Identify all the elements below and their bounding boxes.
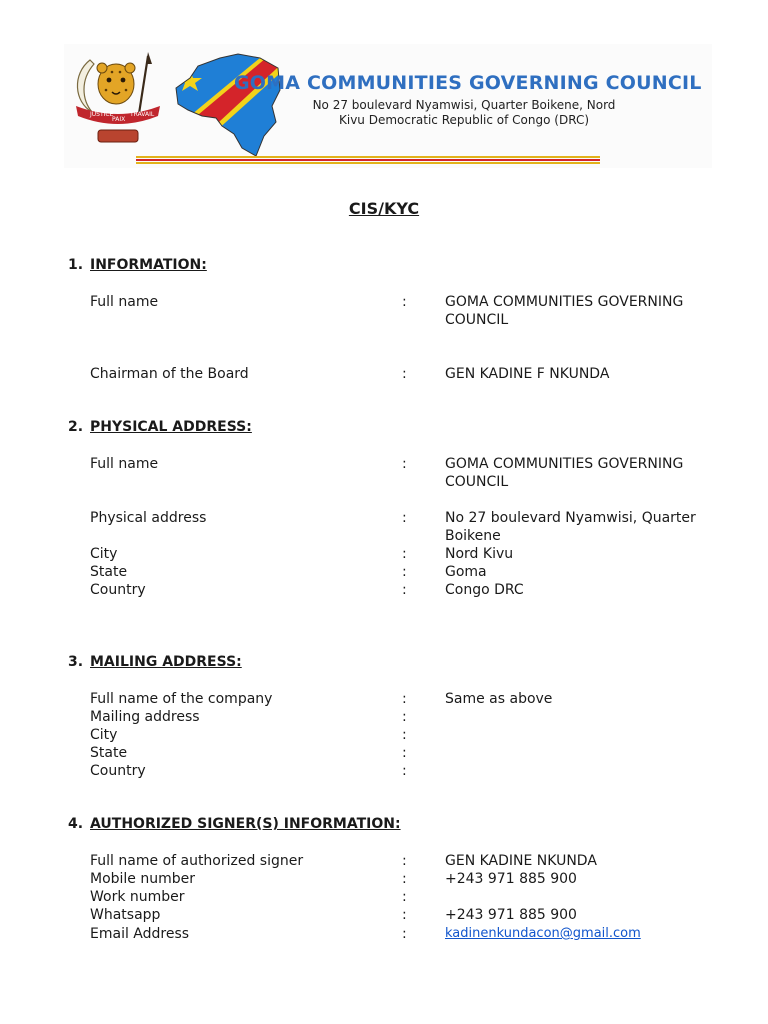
field-row-city (90, 545, 730, 563)
field-row-city (90, 726, 730, 744)
field-row-signer-name (90, 852, 730, 870)
field-label: Mobile number (90, 871, 196, 887)
field-colon: : (402, 745, 407, 761)
section-number: 4. (68, 816, 84, 832)
field-value: GOMA COMMUNITIES GOVERNING COUNCIL (445, 294, 684, 328)
field-value: Same as above (445, 691, 553, 707)
section-title: AUTHORIZED SIGNER(S) INFORMATION: (90, 816, 401, 832)
field-row-whatsapp (90, 906, 730, 924)
field-value: No 27 boulevard Nyamwisi, Quarter Boikene (445, 510, 696, 544)
field-colon: : (402, 889, 407, 905)
field-colon: : (402, 907, 407, 923)
field-colon: : (402, 853, 407, 869)
field-row-work-number (90, 888, 730, 906)
field-row-mailing-address (90, 708, 730, 726)
field-row-state (90, 563, 730, 581)
section-title: MAILING ADDRESS: (90, 654, 242, 670)
field-row-chairman (90, 365, 730, 383)
field-label: Email Address (90, 926, 190, 942)
field-row-email (90, 925, 730, 943)
drc-flag-map (168, 48, 288, 160)
section-information-heading (68, 257, 207, 273)
organization-name: GOMA COMMUNITIES GOVERNING COUNCIL (234, 72, 702, 94)
field-label: State (90, 745, 128, 761)
section-authorized-signer-heading (68, 816, 401, 832)
field-value: Congo DRC (445, 582, 524, 598)
field-row-full-name (90, 293, 730, 328)
field-colon: : (402, 582, 407, 598)
field-row-full-name (90, 455, 730, 490)
field-value: Goma (445, 564, 487, 580)
section-physical-address-heading (68, 419, 252, 435)
section-title: PHYSICAL ADDRESS: (90, 419, 252, 435)
field-colon: : (402, 366, 407, 382)
field-value: GEN KADINE F NKUNDA (445, 366, 610, 382)
field-colon: : (402, 564, 407, 580)
section-mailing-address-heading (68, 654, 242, 670)
field-row-country (90, 581, 730, 599)
field-value: Nord Kivu (445, 546, 514, 562)
field-label: Physical address (90, 510, 207, 526)
field-colon: : (402, 691, 407, 707)
svg-text:PAIX: PAIX (112, 116, 126, 123)
field-row-physical-address (90, 509, 730, 544)
field-label: Full name of the company (90, 691, 273, 707)
coat-of-arms-logo (68, 50, 168, 146)
svg-text:JUSTICE: JUSTICE (90, 111, 114, 118)
field-colon: : (402, 727, 407, 743)
field-row-company-name (90, 690, 730, 708)
field-colon: : (402, 510, 407, 526)
field-label: City (90, 546, 118, 562)
field-label: Whatsapp (90, 907, 161, 923)
section-number: 3. (68, 654, 84, 670)
letterhead (64, 44, 712, 168)
field-colon: : (402, 294, 407, 310)
field-label: Full name (90, 456, 159, 472)
divider-stripe-yellow-2 (136, 162, 600, 164)
field-colon: : (402, 546, 407, 562)
field-value: +243 971 885 900 (445, 871, 577, 887)
field-label: Country (90, 763, 146, 779)
field-label: Mailing address (90, 709, 200, 725)
field-colon: : (402, 926, 407, 942)
section-number: 1. (68, 257, 84, 273)
field-colon: : (402, 871, 407, 887)
svg-text:TRAVAIL: TRAVAIL (130, 111, 155, 118)
organization-address (294, 98, 634, 128)
field-row-country (90, 762, 730, 780)
field-label: City (90, 727, 118, 743)
field-row-mobile-number (90, 870, 730, 888)
field-value: +243 971 885 900 (445, 907, 577, 923)
field-row-state (90, 744, 730, 762)
field-label: Chairman of the Board (90, 366, 249, 382)
field-value: GEN KADINE NKUNDA (445, 853, 597, 869)
field-colon: : (402, 763, 407, 779)
field-label: Full name of authorized signer (90, 853, 304, 869)
field-colon: : (402, 456, 407, 472)
address-line-2: Kivu Democratic Republic of Congo (DRC) (338, 113, 590, 127)
section-number: 2. (68, 419, 84, 435)
field-label: Work number (90, 889, 185, 905)
field-value: GOMA COMMUNITIES GOVERNING COUNCIL (445, 456, 684, 490)
divider-stripe-yellow (136, 156, 600, 158)
document-title: CIS/KYC (348, 199, 420, 218)
email-link[interactable]: kadinenkundacon@gmail.com (445, 926, 641, 941)
address-line-1: No 27 boulevard Nyamwisi, Quarter Boikene, Nord (312, 98, 616, 112)
divider-stripe-red (136, 159, 600, 161)
field-label: State (90, 564, 128, 580)
section-title: INFORMATION: (90, 257, 207, 273)
field-label: Country (90, 582, 146, 598)
field-colon: : (402, 709, 407, 725)
field-label: Full name (90, 294, 159, 310)
